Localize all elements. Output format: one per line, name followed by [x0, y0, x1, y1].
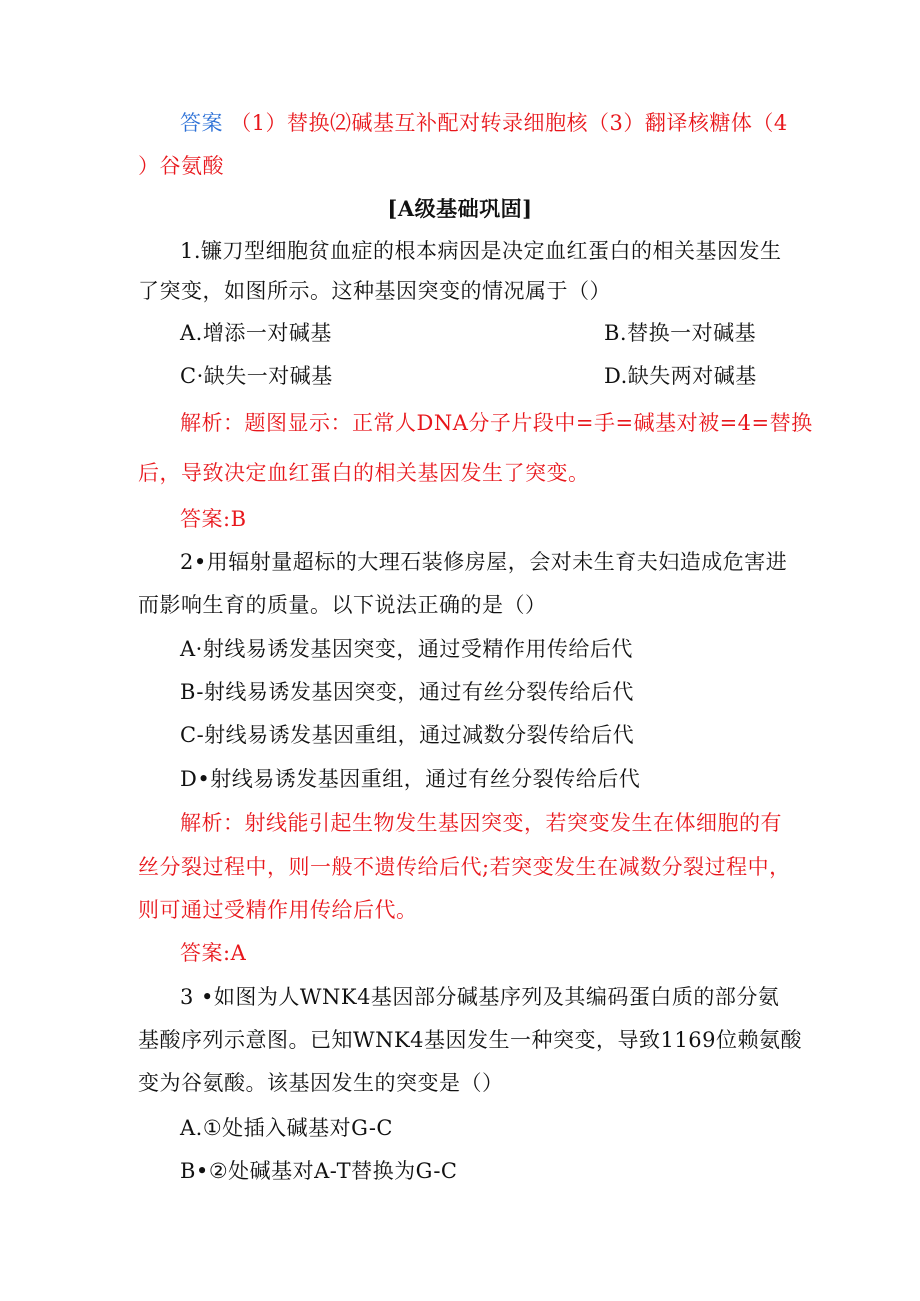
- q3-stem-line2: 基酸序列示意图。已知WNK4基因发生一种突变，导致1169位赖氨酸: [138, 1028, 802, 1052]
- q2-option-d: D•射线易诱发基因重组，通过有丝分裂传给后代: [180, 767, 641, 791]
- q3-stem-line3: 变为谷氨酸。该基因发生的突变是（）: [138, 1071, 504, 1095]
- q3-option-a: A.①处插入碱基对G-C: [180, 1116, 393, 1140]
- q1-analysis-line2: 后，导致决定血红蛋白的相关基因发生了突变。: [138, 461, 590, 485]
- q2-analysis-line2: 丝分裂过程中，则一般不遗传给后代;若突变发生在减数分裂过程中，: [138, 855, 791, 879]
- section-title: [A级基础巩固]: [387, 196, 533, 221]
- q2-option-c: C-射线易诱发基因重组，通过减数分裂传给后代: [180, 723, 635, 747]
- q1-stem-line2: 了突变，如图所示。这种基因突变的情况属于（）: [138, 279, 611, 303]
- q1-option-b: B.替换一对碱基: [604, 321, 757, 345]
- q2-stem-line1: 2•用辐射量超标的大理石装修房屋，会对未生育夫妇造成危害进: [180, 550, 788, 574]
- q2-answer: 答案:A: [180, 941, 247, 965]
- q3-stem-line1: 3 •如图为人WNK4基因部分碱基序列及其编码蛋白质的部分氨: [180, 985, 780, 1009]
- q2-stem-line2: 而影响生育的质量。以下说法正确的是（）: [138, 593, 547, 617]
- q2-option-b: B-射线易诱发基因突变，通过有丝分裂传给后代: [180, 680, 634, 704]
- q1-options-row2: [180, 361, 800, 391]
- q1-option-d: D.缺失两对碱基: [604, 364, 757, 388]
- q1-option-c: C·缺失一对碱基: [180, 364, 333, 388]
- answer-text: （1）替换⑵碱基互补配对转录细胞核（3）翻译核糖体（4: [230, 111, 788, 135]
- q1-options-row1: [180, 318, 800, 348]
- q1-option-a: A.增添一对碱基: [180, 321, 332, 345]
- q1-stem-line1: 1.镰刀型细胞贫血症的根本病因是决定血红蛋白的相关基因发生: [180, 239, 782, 263]
- q1-answer: 答案:B: [180, 507, 247, 531]
- answer-label: 答案: [180, 111, 223, 135]
- q2-option-a: A·射线易诱发基因突变，通过受精作用传给后代: [180, 637, 633, 661]
- q1-analysis-line1: 解析：题图显示：正常人DNA分子片段中=手=碱基对被=4=替换: [180, 411, 813, 435]
- q2-analysis-line1: 解析：射线能引起生物发生基因突变，若突变发生在体细胞的有: [180, 811, 782, 835]
- answer-block-1-line2: ）谷氨酸: [138, 154, 224, 178]
- q3-option-b: B•②处碱基对A-T替换为G-C: [180, 1159, 458, 1183]
- q2-analysis-line3: 则可通过受精作用传给后代。: [138, 898, 418, 922]
- answer-block-1-line1: [180, 108, 800, 138]
